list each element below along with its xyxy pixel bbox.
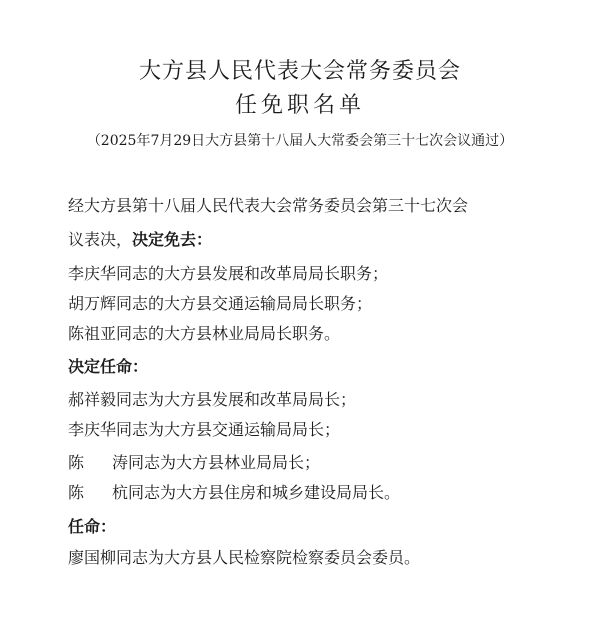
removal-item-3: 陈祖亚同志的大方县林业局局长职务。 [68, 324, 341, 343]
appointee-name: 李庆华 [68, 420, 117, 439]
removal-item-1: 李庆华同志的大方县发展和改革局局长职务； [68, 264, 389, 283]
document-title-line1: 大方县人民代表大会常务委员会 [138, 59, 461, 84]
appointment-item-1 [68, 389, 356, 411]
intro-line-2 [68, 229, 212, 251]
appointment-item-2 [68, 419, 340, 441]
appointment-item-3 [68, 452, 320, 474]
removal-item-2: 胡万辉同志的大方县交通运输局局长职务； [68, 294, 373, 313]
appointee-given-name: 杭 [112, 483, 129, 502]
appointment-text: 同志为大方县交通运输局局长； [116, 420, 341, 439]
nomination-heading: 任命： [68, 517, 117, 536]
appointment-text: 同志为大方县林业局局长； [128, 453, 321, 472]
intro-line-1: 经大方县第十八届人民代表大会常务委员会第三十七次会 [68, 196, 469, 215]
intro-text: 议表决， [68, 230, 133, 249]
document-title-line2: 任免职名单 [234, 93, 365, 118]
appointment-text: 同志为大方县住房和城乡建设局局长。 [128, 483, 401, 502]
appointment-item-4 [68, 482, 400, 504]
appointment-text: 同志为大方县发展和改革局局长； [116, 390, 357, 409]
removal-heading: 决定免去： [132, 230, 213, 249]
appointee-surname: 陈 [68, 453, 85, 472]
appointee-name: 郝祥毅 [68, 390, 117, 409]
appointee-given-name: 涛 [112, 453, 129, 472]
appointment-heading: 决定任命： [68, 357, 149, 376]
nomination-item-1: 廖国柳同志为大方县人民检察院检察委员会委员。 [68, 548, 421, 567]
document-subtitle: （2025年7月29日大方县第十八届人大常委会第三十七次会议通过） [86, 133, 514, 149]
appointee-surname: 陈 [68, 483, 85, 502]
